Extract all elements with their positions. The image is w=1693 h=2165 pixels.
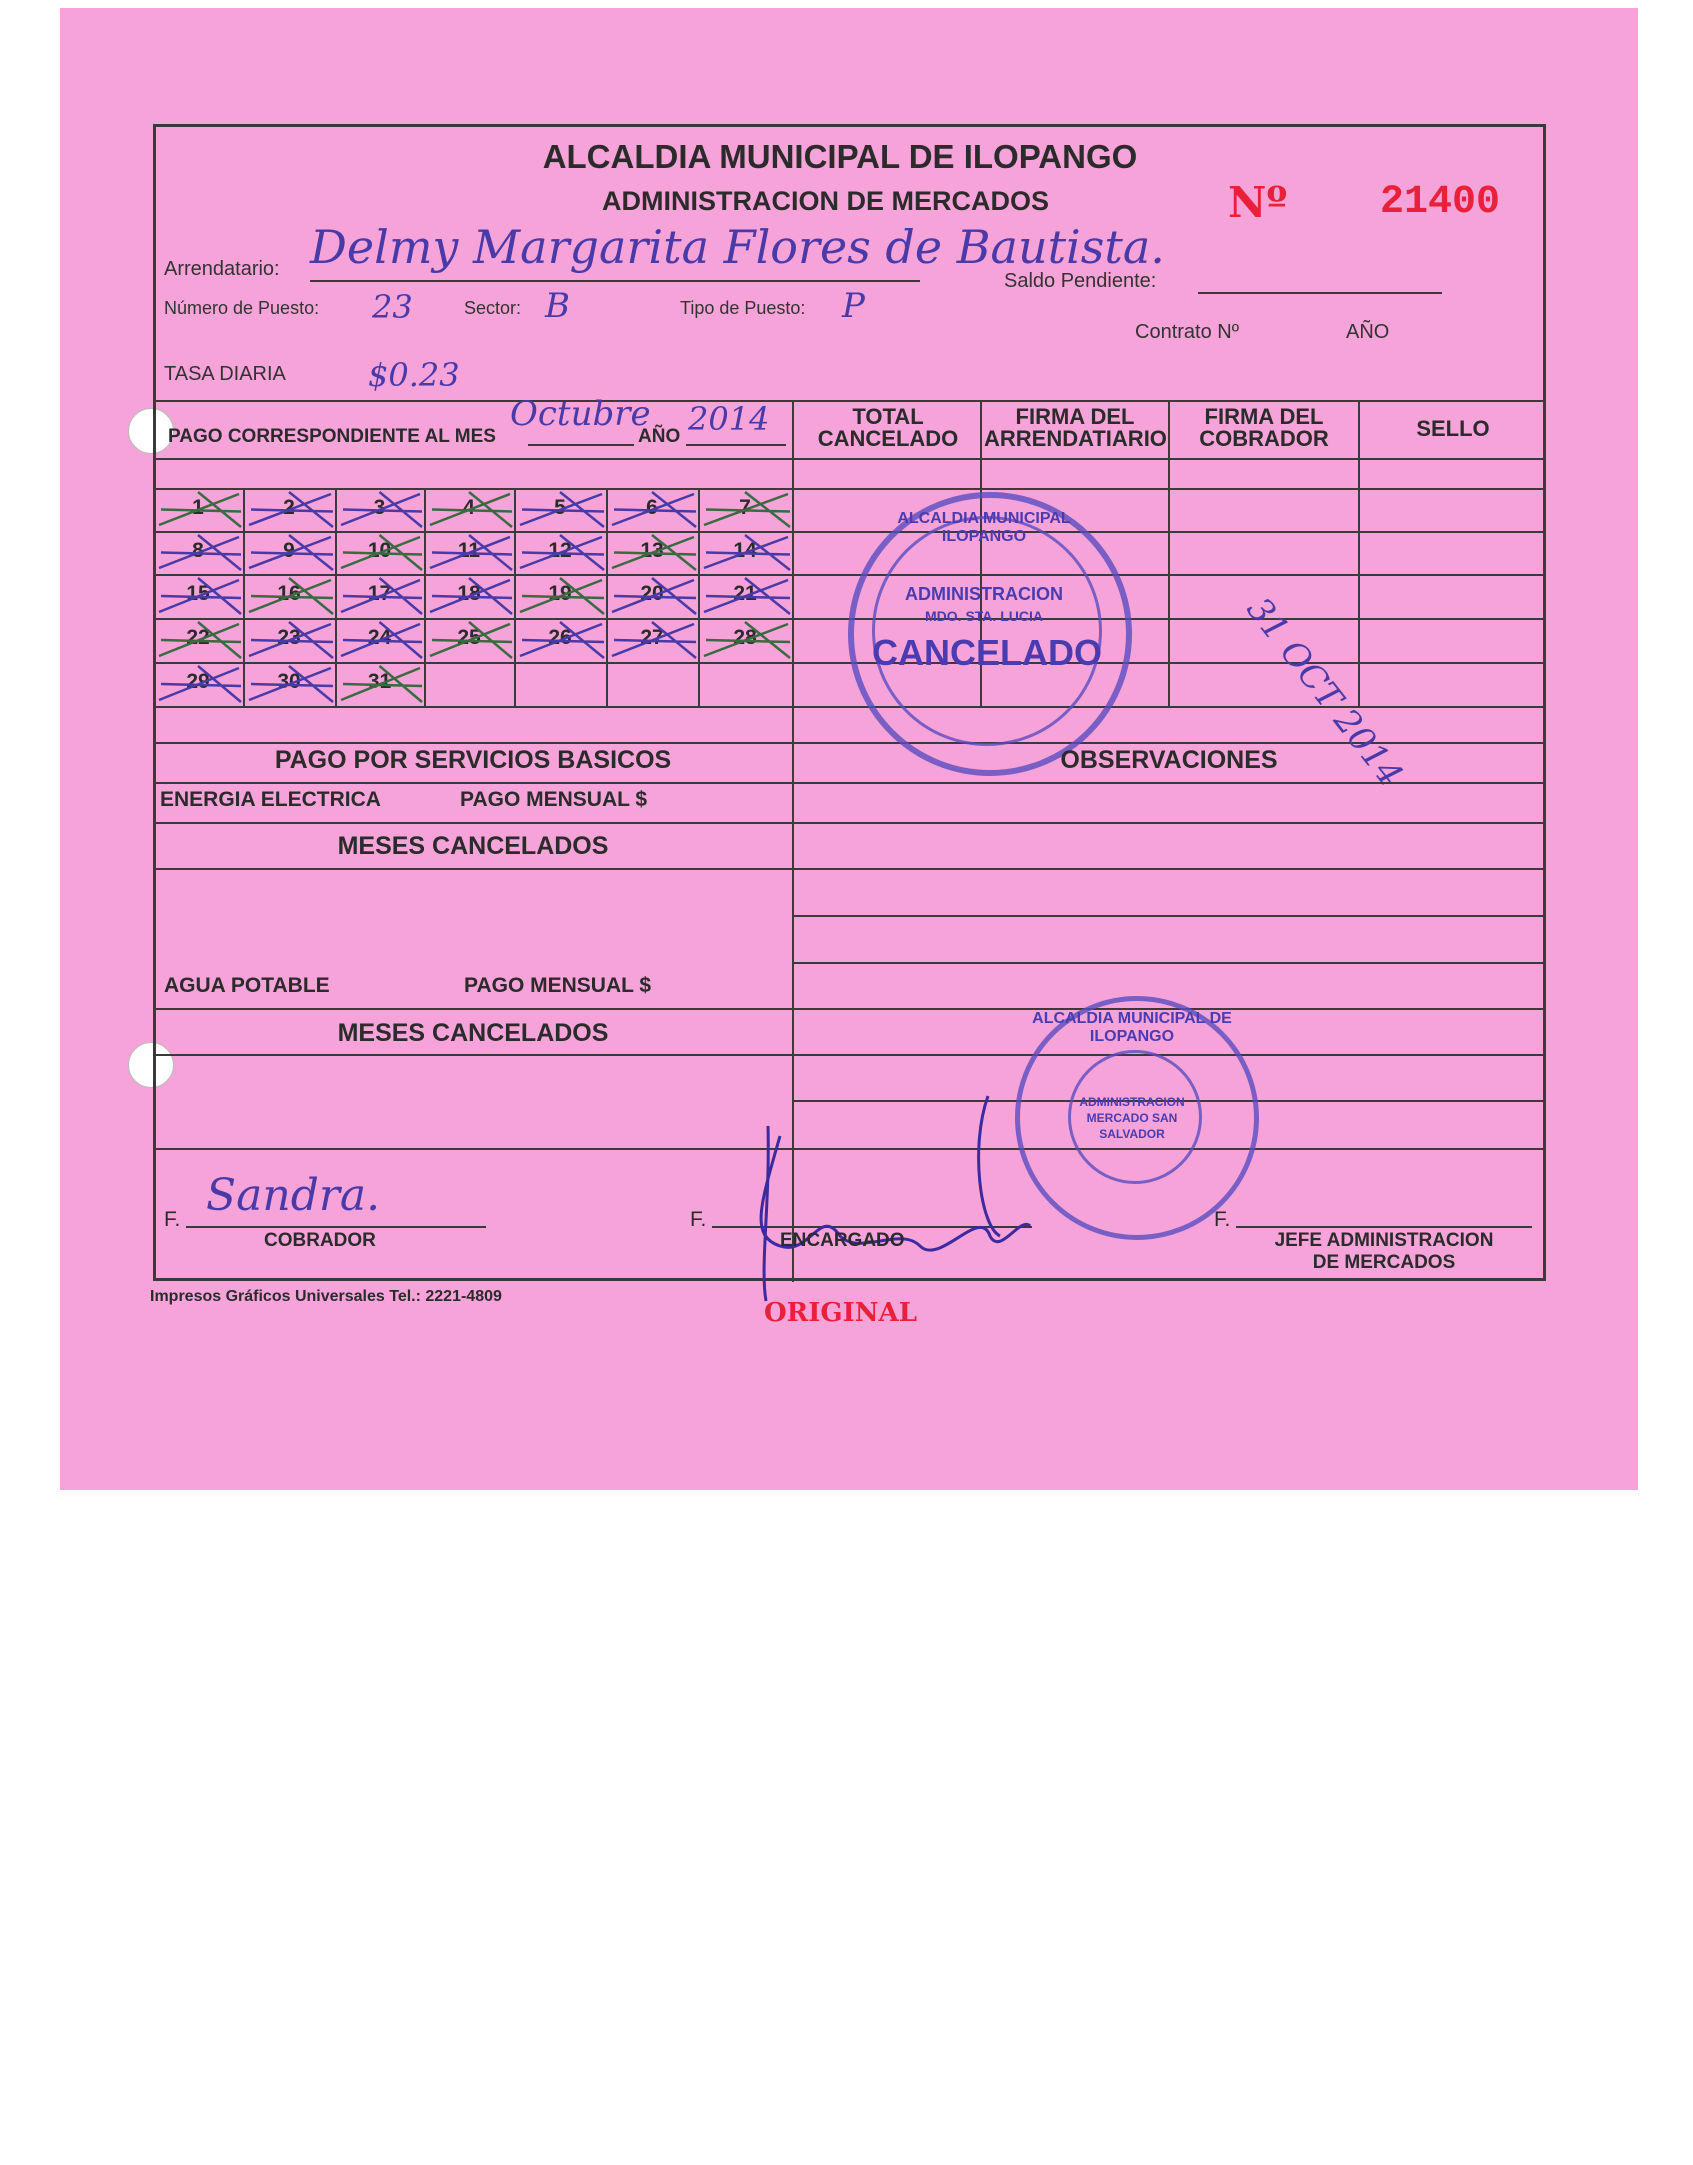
- pago-ano-value: 2014: [688, 400, 770, 438]
- contrato-ano-label: AÑO: [1346, 321, 1390, 343]
- services-line-7: [153, 1054, 1546, 1056]
- day-22: 22: [186, 626, 210, 649]
- arrendatario-value: Delmy Margarita Flores de Bautista.: [310, 220, 1165, 274]
- col-firma-cobrador-header: FIRMA DEL COBRADOR: [1199, 404, 1329, 451]
- crossout-day-26: [520, 622, 604, 658]
- crossout-day-31: [341, 666, 422, 702]
- sector-label: Sector:: [464, 298, 522, 318]
- page-subtitle: ADMINISTRACION DE MERCADOS: [602, 186, 1050, 216]
- col-firma-arrendatario-header: FIRMA DEL ARRENDATIARIO: [984, 404, 1167, 451]
- col-sello-header: SELLO: [1416, 416, 1490, 441]
- energia-label: ENERGIA ELECTRICA: [160, 788, 381, 811]
- table-top-line: [153, 400, 1546, 402]
- services-line-1: [153, 782, 1546, 784]
- sector-value: B: [545, 286, 570, 326]
- stamp2-ring: ALCALDIA MUNICIPAL DE ILOPANGO: [1032, 1010, 1232, 1045]
- day-5: 5: [554, 496, 566, 519]
- day-9: 9: [283, 539, 295, 562]
- pago-ano-label: AÑO: [638, 426, 681, 447]
- services-top-line: [153, 742, 1546, 744]
- jefe-label-2: DE MERCADOS: [1312, 1252, 1456, 1273]
- encargado-signature: [720, 1086, 1040, 1306]
- day-19: 19: [548, 582, 572, 605]
- crossout-day-14: [704, 535, 790, 570]
- crossout-day-4: [430, 492, 512, 527]
- stamp1-main: CANCELADO: [872, 632, 1102, 673]
- day-31: 31: [367, 670, 392, 693]
- meses-cancelados-2: MESES CANCELADOS: [337, 1019, 609, 1047]
- day-26: 26: [548, 626, 572, 649]
- day-10: 10: [367, 539, 392, 562]
- agua-pago-label: PAGO MENSUAL $: [464, 974, 652, 997]
- jefe-label-1: JEFE ADMINISTRACION: [1274, 1230, 1494, 1251]
- day-4: 4: [463, 496, 475, 519]
- cobrador-signature: Sandra.: [206, 1170, 381, 1221]
- tipo-value: P: [842, 286, 865, 326]
- crossout-day-16: [249, 578, 333, 614]
- cancelado-stamp-inner: [872, 516, 1102, 746]
- meses-cancelados-1: MESES CANCELADOS: [337, 832, 609, 860]
- crossout-day-10: [341, 535, 422, 570]
- crossout-day-6: [612, 492, 696, 527]
- day-20: 20: [640, 582, 664, 605]
- tasa-label: TASA DIARIA: [164, 363, 286, 385]
- day-18: 18: [457, 582, 481, 605]
- mes-value: Octubre: [510, 394, 651, 434]
- cobrador-label: COBRADOR: [264, 1230, 376, 1251]
- crossout-day-24: [341, 622, 422, 658]
- crossout-day-19: [520, 578, 604, 614]
- obs-line-3: [792, 868, 1546, 870]
- day-3: 3: [373, 496, 386, 519]
- day-11: 11: [457, 539, 481, 562]
- crossout-day-27: [612, 622, 696, 658]
- agua-label: AGUA POTABLE: [164, 974, 330, 997]
- crossout-day-23: [249, 622, 333, 658]
- crossout-day-15: [159, 578, 241, 614]
- stamp1-line2: MDO. STA. LUCIA: [925, 608, 1043, 624]
- crossout-day-5: [520, 492, 604, 527]
- day-crossouts: [153, 488, 799, 706]
- tasa-value: $0.23: [368, 356, 460, 394]
- stamp2-inner: ADMINISTRACION MERCADO SAN SALVADOR: [1079, 1095, 1185, 1141]
- servicios-title: PAGO POR SERVICIOS BASICOS: [274, 746, 672, 774]
- arrendatario-label: Arrendatario:: [164, 258, 280, 280]
- crossout-day-20: [612, 578, 696, 614]
- day-29: 29: [186, 670, 210, 693]
- services-line-3: [153, 868, 793, 870]
- tipo-label: Tipo de Puesto:: [680, 298, 806, 318]
- crossout-day-17: [341, 578, 422, 614]
- crossout-day-18: [430, 578, 512, 614]
- observaciones-title: OBSERVACIONES: [1060, 746, 1278, 774]
- receipt-number: 21400: [1380, 180, 1501, 225]
- date-note: 31 OCT 2014: [1238, 590, 1411, 795]
- crossout-day-13: [612, 535, 696, 570]
- crossout-day-28: [704, 622, 790, 658]
- crossout-day-8: [159, 535, 241, 570]
- day-21: 21: [733, 582, 757, 605]
- saldo-label: Saldo Pendiente:: [1004, 270, 1157, 292]
- crossout-day-7: [704, 492, 790, 527]
- day-2: 2: [283, 496, 295, 519]
- saldo-line: [1198, 264, 1442, 294]
- page-title: ALCALDIA MUNICIPAL DE ILOPANGO: [542, 138, 1138, 175]
- day-6: 6: [646, 496, 658, 519]
- day-17: 17: [367, 582, 392, 605]
- services-line-2: [153, 822, 1546, 824]
- day-24: 24: [367, 626, 392, 649]
- day-28: 28: [733, 626, 757, 649]
- f-label-jefe: F.: [1214, 1208, 1231, 1231]
- printer-footer: Impresos Gráficos Universales Tel.: 2221-4809: [150, 1288, 502, 1305]
- crossout-day-9: [249, 535, 333, 570]
- stamp1-line1: ADMINISTRACION: [905, 584, 1063, 604]
- crossout-day-11: [430, 535, 512, 570]
- mes-label: PAGO CORRESPONDIENTE AL MES: [168, 426, 496, 447]
- day-7: 7: [739, 496, 751, 519]
- crossout-day-12: [520, 535, 604, 570]
- day-14: 14: [733, 539, 757, 562]
- puesto-value: 23: [372, 288, 413, 326]
- day-1: 1: [192, 496, 204, 519]
- day-16: 16: [277, 582, 301, 605]
- col-divider-3: [1168, 400, 1170, 706]
- energia-pago-label: PAGO MENSUAL $: [460, 788, 648, 811]
- crossout-day-21: [704, 578, 790, 614]
- contrato-label: Contrato Nº: [1135, 321, 1240, 343]
- day-13: 13: [640, 539, 664, 562]
- crossout-day-30: [249, 666, 333, 702]
- crossout-day-3: [341, 492, 422, 527]
- original-copy-label: ORIGINAL: [764, 1298, 918, 1328]
- puesto-label: Número de Puesto:: [164, 298, 320, 318]
- crossout-day-1: [159, 492, 241, 527]
- day-30: 30: [277, 670, 301, 693]
- jefe-sig-line: [1236, 1200, 1532, 1228]
- table-header-line: [153, 458, 1546, 460]
- day-23: 23: [277, 626, 301, 649]
- f-label-cobrador: F.: [164, 1208, 181, 1231]
- f-label-encargado: F.: [690, 1208, 707, 1231]
- col-total-header: TOTAL CANCELADO: [817, 404, 959, 451]
- col-divider-4: [1358, 400, 1360, 706]
- obs-line-5: [792, 962, 1546, 964]
- obs-line-4: [792, 915, 1546, 917]
- day-27: 27: [640, 626, 664, 649]
- receipt-number-label: Nº: [1228, 178, 1288, 227]
- day-8: 8: [192, 539, 204, 562]
- day-15: 15: [186, 582, 210, 605]
- crossout-day-2: [249, 492, 333, 527]
- crossout-day-25: [430, 622, 512, 658]
- stamp1-ring: ALCALDIA MUNICIPAL ILOPANGO: [897, 510, 1071, 545]
- day-12: 12: [548, 539, 572, 562]
- day-25: 25: [457, 626, 481, 649]
- crossout-day-22: [159, 622, 241, 658]
- encargado-label: ENCARGADO: [780, 1230, 905, 1251]
- services-line-6: [153, 1008, 1546, 1010]
- crossout-day-29: [159, 666, 241, 702]
